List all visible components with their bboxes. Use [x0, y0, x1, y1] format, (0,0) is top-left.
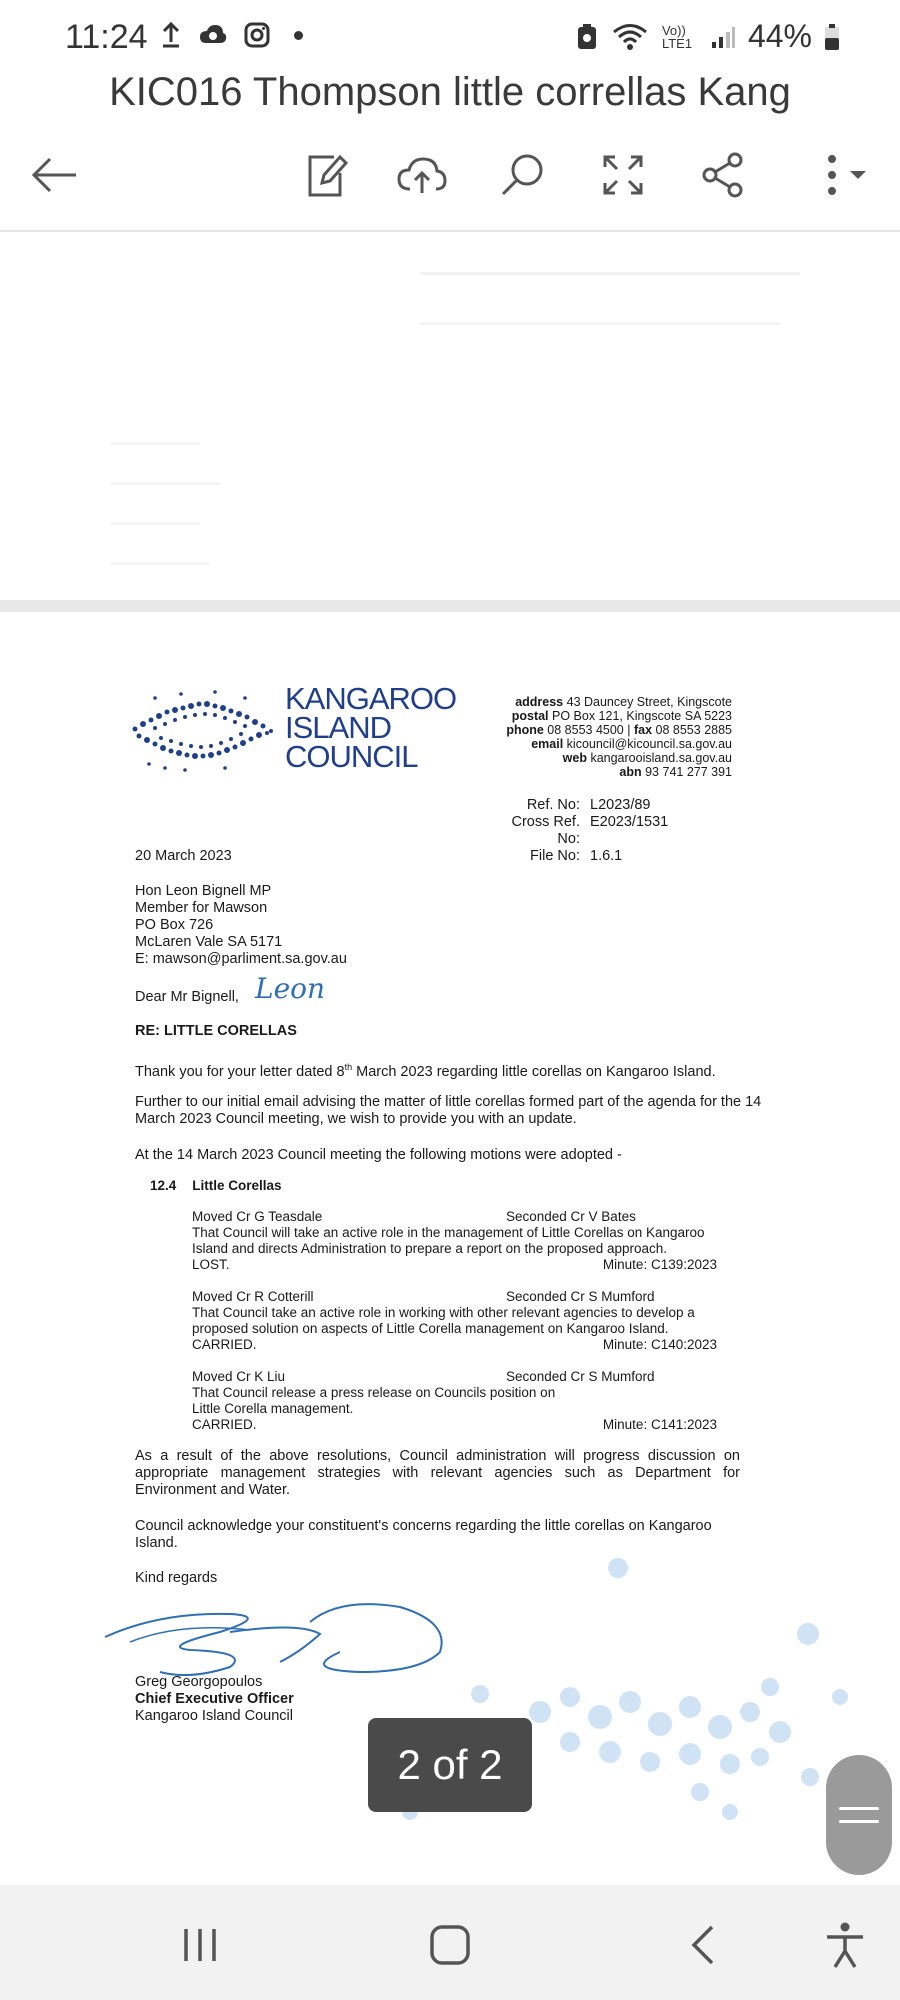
- motion-result: CARRIED.: [192, 1337, 257, 1352]
- toolbar: [0, 135, 900, 225]
- letter-date: 20 March 2023: [135, 848, 232, 864]
- motion-moved: Moved Cr K Liu: [192, 1369, 286, 1384]
- motion: [192, 1369, 717, 1433]
- search-icon: [499, 152, 545, 198]
- status-notification-icons: [160, 22, 303, 48]
- phone-label: phone: [506, 723, 544, 737]
- ref-label: Ref. No:: [526, 797, 580, 813]
- battery-icon: [824, 23, 840, 51]
- status-right: [576, 18, 840, 55]
- recipient-line: PO Box 726: [135, 917, 214, 933]
- page-indicator: 2 of 2: [368, 1718, 532, 1812]
- status-bar: [0, 0, 900, 78]
- fullscreen-button[interactable]: [588, 135, 658, 215]
- recipient-line: Hon Leon Bignell MP: [135, 883, 272, 899]
- page-separator: [0, 600, 900, 612]
- signer-organisation: Kangaroo Island Council: [135, 1708, 293, 1724]
- motion-seconded: Seconded Cr V Bates: [506, 1209, 636, 1224]
- system-navigation-bar: [0, 1885, 900, 2000]
- edit-button[interactable]: [290, 135, 360, 215]
- abn-value: 93 741 277 391: [645, 765, 732, 779]
- recents-icon: [180, 1925, 220, 1965]
- instagram-icon: [244, 22, 270, 48]
- motion-minute: Minute: C139:2023: [602, 1257, 717, 1272]
- motion-moved: Moved Cr G Teasdale: [192, 1209, 323, 1224]
- motion-seconded: Seconded Cr S Mumford: [506, 1289, 655, 1304]
- cloud-upload-icon: [396, 155, 448, 195]
- para1-end: March 2023 regarding little corellas on Kangaroo Island.: [352, 1063, 716, 1080]
- ref-value: L2023/89: [590, 797, 651, 813]
- logo-line-3: COUNCIL: [285, 739, 418, 774]
- handwritten-name: Leon: [255, 972, 326, 1005]
- web-label: web: [562, 751, 587, 765]
- ref-value: 1.6.1: [590, 848, 623, 864]
- fax-label: fax: [633, 723, 653, 737]
- signer-name: Greg Georgopoulos: [135, 1674, 263, 1690]
- wifi-icon: [610, 22, 650, 52]
- recents-button[interactable]: [160, 1915, 240, 1975]
- recipient-address: [135, 883, 795, 968]
- cloud-icon: [198, 23, 228, 47]
- network-label: Vo)) LTE1: [661, 22, 693, 51]
- motion-text: That Council release a press release on Councils position on Little Corella management.: [192, 1385, 556, 1416]
- status-time: 11:24: [65, 18, 148, 56]
- recipient-line: McLaren Vale SA 5171: [135, 934, 283, 950]
- nav-back-button[interactable]: [663, 1915, 743, 1975]
- subject-line: RE: LITTLE CORELLAS: [135, 1023, 297, 1039]
- share-button[interactable]: [688, 135, 758, 215]
- motion: [192, 1209, 717, 1273]
- motion-text: That Council take an active role in working with other relevant agencies to develop a proposed solution on aspects of Little Corella management on Kangaroo Island.: [192, 1305, 695, 1336]
- item-title: Little Corellas: [192, 1178, 282, 1193]
- motion-moved: Moved Cr R Cotterill: [192, 1289, 314, 1304]
- recipient-line: E: mawson@parliment.sa.gov.au: [135, 951, 347, 967]
- ref-row: [485, 797, 668, 814]
- signer-title: Chief Executive Officer: [135, 1691, 294, 1707]
- previous-page: [0, 232, 900, 602]
- recipient-line: Member for Mawson: [135, 900, 268, 916]
- edit-icon: [302, 151, 348, 199]
- home-icon: [428, 1923, 472, 1967]
- motion-result: CARRIED.: [192, 1417, 257, 1432]
- motion-seconded: Seconded Cr S Mumford: [506, 1369, 655, 1384]
- share-icon: [701, 152, 745, 198]
- closing: Kind regards: [135, 1570, 218, 1586]
- document-title: KIC016 Thompson little correllas Kang: [109, 70, 791, 114]
- more-icon: [810, 153, 870, 197]
- accessibility-icon: [823, 1921, 867, 1969]
- motion: [192, 1289, 717, 1353]
- handle-grip-line: [839, 1807, 879, 1810]
- para1-start: Thank you for your letter dated 8: [135, 1063, 345, 1080]
- logo-text: [285, 681, 457, 774]
- para1-sup: th: [344, 1062, 353, 1072]
- battery-saver-icon: [576, 23, 598, 51]
- upload-arrow-icon: [160, 22, 182, 48]
- email-value: kicouncil@kicouncil.sa.gov.au: [566, 737, 732, 751]
- salutation: Dear Mr Bignell,: [135, 989, 239, 1005]
- search-button[interactable]: [487, 135, 557, 215]
- motion-minute: Minute: C140:2023: [602, 1337, 717, 1352]
- contact-block: address 43 Dauncey Street, Kingscote postal PO Box 121, Kingscote SA 5223 phone 08 8553 4500 | fax 08 8553 2885 email kicouncil@kicouncil.sa.gov.au web kangarooisland.sa.gov.au abn 93 741 277 391: [506, 695, 732, 779]
- accessibility-button[interactable]: [805, 1915, 885, 1975]
- address-label: address: [515, 695, 564, 709]
- council-logo: [125, 681, 475, 779]
- document-page: [0, 612, 900, 1882]
- abn-label: abn: [619, 765, 642, 779]
- address-value: 43 Dauncey Street, Kingscote: [566, 695, 732, 709]
- item-number: 12.4: [150, 1178, 177, 1193]
- handle-grip-line: [839, 1820, 879, 1823]
- paragraph-3: At the 14 March 2023 Council meeting the following motions were adopted -: [135, 1147, 622, 1163]
- ref-label: File No:: [530, 848, 580, 864]
- upload-button[interactable]: [387, 135, 457, 215]
- paragraph-4: As a result of the above resolutions, Council administration will progress discussion on appropriate management strategies with relevant agencies such as Department for Environment and Water.: [135, 1448, 740, 1498]
- fax-value: 08 8553 2885: [655, 723, 732, 737]
- motion-result: LOST.: [192, 1257, 230, 1272]
- island-dots-logo-icon: [125, 684, 285, 779]
- back-button[interactable]: [20, 135, 90, 215]
- motion-minute: Minute: C141:2023: [602, 1417, 717, 1432]
- more-button[interactable]: [800, 135, 880, 215]
- fast-scroll-handle[interactable]: [826, 1755, 892, 1875]
- motion-text: That Council will take an active role in the management of Little Corellas on Kangaroo Island and directs Administration to prepare a report on the proposed approach.: [192, 1225, 705, 1256]
- back-icon: [688, 1923, 718, 1967]
- postal-value: PO Box 121, Kingscote SA 5223: [552, 709, 732, 723]
- email-label: email: [531, 737, 564, 751]
- paragraph-2: Further to our initial email advising the matter of little corellas formed part of the agenda for the 14 March 2023 Council meeting, we wish to provide you with an update.: [135, 1094, 762, 1127]
- agenda-item: [150, 1178, 282, 1193]
- phone-value: 08 8553 4500: [547, 723, 624, 737]
- home-button[interactable]: [410, 1915, 490, 1975]
- notification-dot-icon: [294, 31, 303, 40]
- back-arrow-icon: [30, 155, 80, 195]
- web-value: kangarooisland.sa.gov.au: [590, 751, 732, 765]
- paragraph-5: Council acknowledge your constituent's concerns regarding the little corellas on Kangaroo Island.: [135, 1518, 712, 1551]
- paragraph-1: [135, 1059, 795, 1081]
- ref-row: [485, 814, 668, 848]
- logo-line-2: ISLAND: [285, 710, 391, 745]
- ref-value: E2023/1531: [590, 814, 669, 830]
- logo-line-1: KANGAROO: [285, 681, 457, 716]
- fullscreen-icon: [601, 153, 645, 197]
- signal-icon: [710, 24, 736, 50]
- postal-label: postal: [511, 709, 549, 723]
- battery-percent: 44%: [747, 18, 812, 54]
- ref-label: Cross Ref. No:: [511, 814, 580, 847]
